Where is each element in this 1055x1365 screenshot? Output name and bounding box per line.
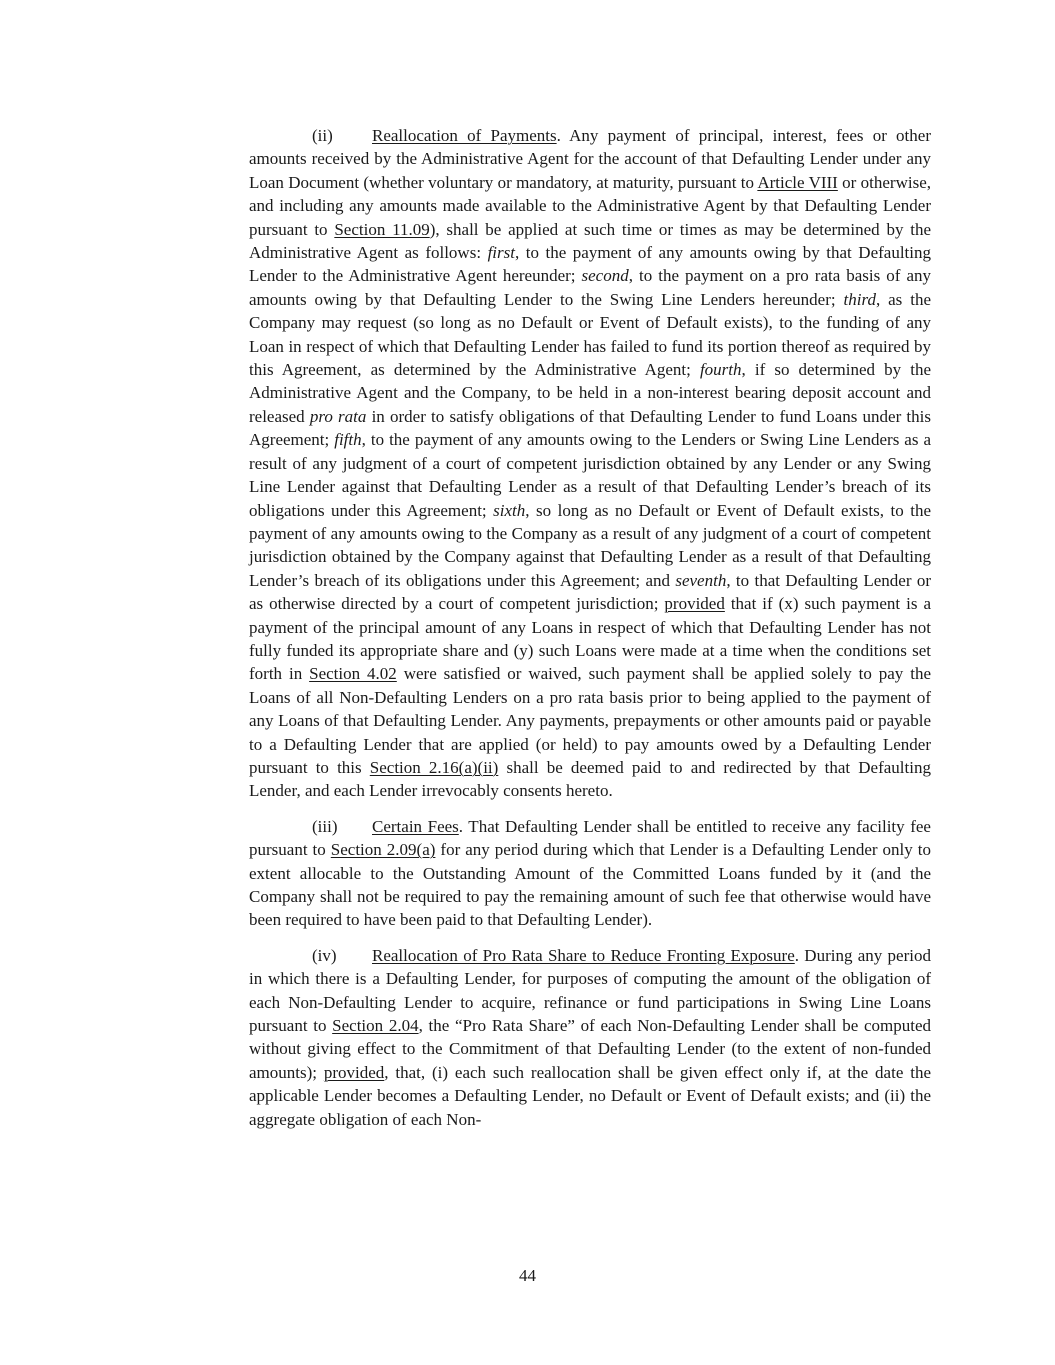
- paragraph-number: (ii): [312, 126, 333, 145]
- paragraph: [249, 815, 931, 932]
- paragraph-text: for any period during which that Lender is a Defaulting Lender only to extent allocable to the Outstanding Amount of the Committed Loans funded by it (and the Company shall not be required to pay the remaining amount of such fee that otherwise would have been required to have been paid to that Defaulting Lender).: [249, 840, 931, 930]
- underlined-reference: Reallocation of Payments: [372, 126, 557, 145]
- italic-term: first: [487, 243, 515, 263]
- italic-term: fifth: [334, 430, 362, 450]
- italic-term: second: [581, 266, 629, 286]
- paragraph-text: . Any payment of principal, interest, fees or other amounts received by the Administrative Agent for the account of that Defaulting Lender under any Loan Document (whether voluntary or mandatory, at maturity, pursuant to: [249, 126, 931, 192]
- underlined-reference: Reallocation of Pro Rata Share to Reduce Fronting Exposure: [372, 945, 795, 965]
- paragraph-number: (iii): [312, 816, 338, 836]
- underlined-reference: Section 2.04: [332, 1016, 419, 1036]
- italic-term: sixth: [493, 500, 526, 520]
- paragraph-text: that if (x) such payment is a payment of the principal amount of any Loans in respect of which that Defaulting Lender has not fully funded its appropriate share and (y) such Loans were made at a time when the conditions set forth in: [249, 594, 931, 684]
- paragraph-number: (iv): [312, 945, 337, 965]
- underlined-reference: Certain Fees: [372, 816, 459, 836]
- paragraph-text: , so long as no Default or Event of Default exists, to the payment of any amounts owing to the Company as a result of any judgment of a court of competent jurisdiction obtained by the Company against that Defaulting Lender as a result of that Defaulting Lender’s breach of its obligations under this Agreement; and: [249, 500, 931, 590]
- paragraph-text: , to the payment on a pro rata basis of any amounts owing by that Defaulting Lender to the Swing Line Lenders hereunder;: [249, 266, 931, 309]
- underlined-reference: Section 11.09: [334, 219, 430, 239]
- paragraph-text: or otherwise, and including any amounts made available to the Administrative Agent by that Defaulting Lender pursuant to: [249, 172, 931, 239]
- italic-term: third: [843, 289, 876, 309]
- underlined-reference: provided: [664, 594, 725, 614]
- italic-term: fourth: [699, 360, 742, 380]
- paragraph: [249, 124, 931, 803]
- paragraph-text: were satisfied or waived, such payment shall be applied solely to pay the Loans of all Non-Defaulting Lenders on a pro rata basis prior to being applied to the payment of any Loans of that Defaulting Lender. Any payments, prepayments or other amounts paid or payable to a Defaulting Lender that are applied (or held) to pay amounts owed by a Defaulting Lender pursuant to this: [249, 664, 931, 777]
- page-number: 44: [519, 1266, 536, 1285]
- underlined-reference: Section 2.09(a): [330, 840, 436, 860]
- underlined-reference: Article VIII: [757, 172, 838, 192]
- underlined-reference: Section 4.02: [309, 664, 397, 684]
- paragraph: [249, 944, 931, 1131]
- paragraph-text: . During any period in which there is a Defaulting Lender, for purposes of computing the amount of the obligation of each Non-Defaulting Lender to acquire, refinance or fund participations in Swing Line Loans pursuant to: [249, 945, 931, 1036]
- paragraph-text: , the “Pro Rata Share” of each Non-Defaulting Lender shall be computed without giving effect to the Commitment of that Defaulting Lender (to the extent of non-funded amounts);: [249, 1016, 931, 1082]
- paragraph-text: , to the payment of any amounts owing to the Lenders or Swing Line Lenders as a result of any judgment of a court of competent jurisdiction obtained by any Lender or any Swing Line Lender against that Defaulting Lender as a result of that Defaulting Lender’s breach of its obligations under this Agreement;: [249, 430, 931, 520]
- paragraph-text: in order to satisfy obligations of that Defaulting Lender to fund Loans under this Agreement;: [249, 406, 931, 450]
- paragraph-text: . That Defaulting Lender shall be entitled to receive any facility fee pursuant to: [249, 816, 931, 860]
- underlined-reference: Section 2.16(a)(ii): [369, 757, 499, 777]
- paragraph-text: , that, (i) each such reallocation shall be given effect only if, at the date the applicable Lender becomes a Defaulting Lender, no Default or Event of Default exists; and (ii) the aggregate obligation of each Non-: [249, 1062, 932, 1129]
- underlined-reference: provided: [323, 1062, 385, 1082]
- paragraph-text: shall be deemed paid to and redirected by that Defaulting Lender, and each Lender irrevocably consents hereto.: [249, 757, 931, 801]
- paragraph-text: , if so determined by the Administrative Agent and the Company, to be held in a non-interest bearing deposit account and released: [249, 360, 931, 426]
- paragraph-text: ), shall be applied at such time or times as may be determined by the Administrative Agent as follows:: [249, 219, 931, 263]
- paragraph-text: , to that Defaulting Lender or as otherwise directed by a court of competent jurisdiction;: [249, 570, 931, 614]
- body-text: [249, 124, 931, 1143]
- italic-term: seventh: [675, 570, 727, 590]
- italic-term: pro rata: [309, 406, 367, 426]
- paragraph-text: , to the payment of any amounts owing by that Defaulting Lender to the Administrative Agent hereunder;: [249, 243, 931, 286]
- paragraph-text: , as the Company may request (so long as no Default or Event of Default exists), to the funding of any Loan in respect of which that Defaulting Lender has failed to fund its portion thereof as required by this Agreement, as determined by the Administrative Agent;: [249, 289, 931, 380]
